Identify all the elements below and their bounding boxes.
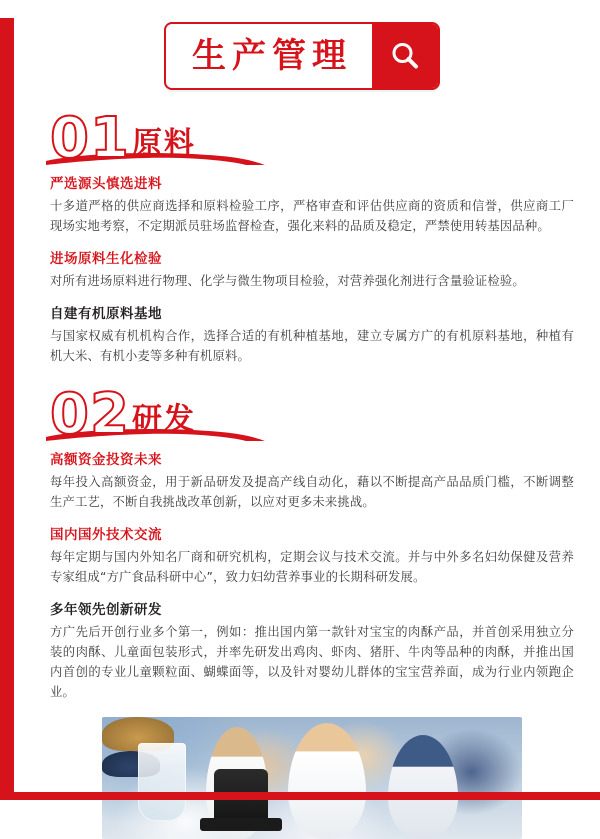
sub-block-title: 国内国外技术交流 (50, 527, 162, 544)
sub-block-body: 方广先后开创行业多个第一，例如：推出国内第一款针对宝宝的肉酥产品，并首创采用独立分装的肉酥、儿童面包装形式，并率先研发出鸡肉、虾肉、猪肝、牛肉等品种的肉酥，并推出国内首创的专业儿童颗粒面、蝴蝶面等，以及针对婴幼儿群体的宝宝营养面，成为行业内领跑企业。 (50, 624, 574, 699)
sub-block (50, 247, 574, 292)
sub-block-title: 高额资金投资未来 (50, 452, 162, 469)
section-heading-01 (30, 106, 574, 171)
sub-block (50, 598, 574, 703)
sub-block (50, 302, 574, 367)
beaker-shape (138, 743, 186, 821)
sub-block (50, 172, 574, 237)
section-heading-02 (30, 382, 574, 448)
sub-block-title: 进场原料生化检验 (50, 250, 162, 267)
sub-block-body: 每年定期与国内外知名厂商和研究机构，定期会议与技术交流。并与中外多名妇幼保健及营养专家组成“方广食品科研中心”，致力妇幼营养事业的长期科研发展。 (50, 550, 574, 585)
left-accent-bar-notch (0, 0, 14, 18)
section-name: 研发 (131, 402, 196, 438)
page-content (14, 0, 600, 800)
person-figure (288, 723, 366, 839)
sub-block-title: 自建有机原料基地 (50, 305, 162, 322)
page-title: 生产管理 (192, 36, 352, 76)
bottom-accent-bar (14, 792, 600, 800)
header-banner (164, 22, 440, 90)
sub-block (50, 448, 574, 513)
sub-block-body: 对所有进场原料进行物理、化学与微生物项目检验，对营养强化剂进行含量验证检验。 (50, 273, 525, 288)
section-name: 原料 (131, 125, 196, 161)
sub-block-title: 严选源头慎选进料 (50, 175, 162, 192)
section-number: 02 (50, 382, 130, 448)
sub-block-body: 每年投入高额资金，用于新品研发及提高产线自动化，藉以不断提高产品品质门槛，不断调整生产工艺，不断自我挑战改革创新，以应对更多未来挑战。 (50, 475, 574, 510)
magnifier-icon (372, 24, 438, 88)
sub-block (50, 523, 574, 588)
person-figure (388, 735, 458, 839)
sub-block-body: 十多道严格的供应商选择和原料检验工序，严格审查和评估供应商的资质和信誉，供应商工厂现场实地考察，不定期派员驻场监督检查，强化来料的品质及稳定，严禁使用转基因品种。 (50, 198, 574, 233)
left-accent-bar (0, 0, 14, 800)
page-header (30, 22, 574, 90)
section-number: 01 (50, 106, 130, 171)
sub-block-title: 多年领先创新研发 (50, 601, 162, 618)
sub-block-body: 与国家权威有机机构合作，选择合适的有机种植基地，建立专属方广的有机原料基地，种植有机大米、有机小麦等多种有机原料。 (50, 328, 574, 363)
laboratory-photo (102, 717, 522, 839)
